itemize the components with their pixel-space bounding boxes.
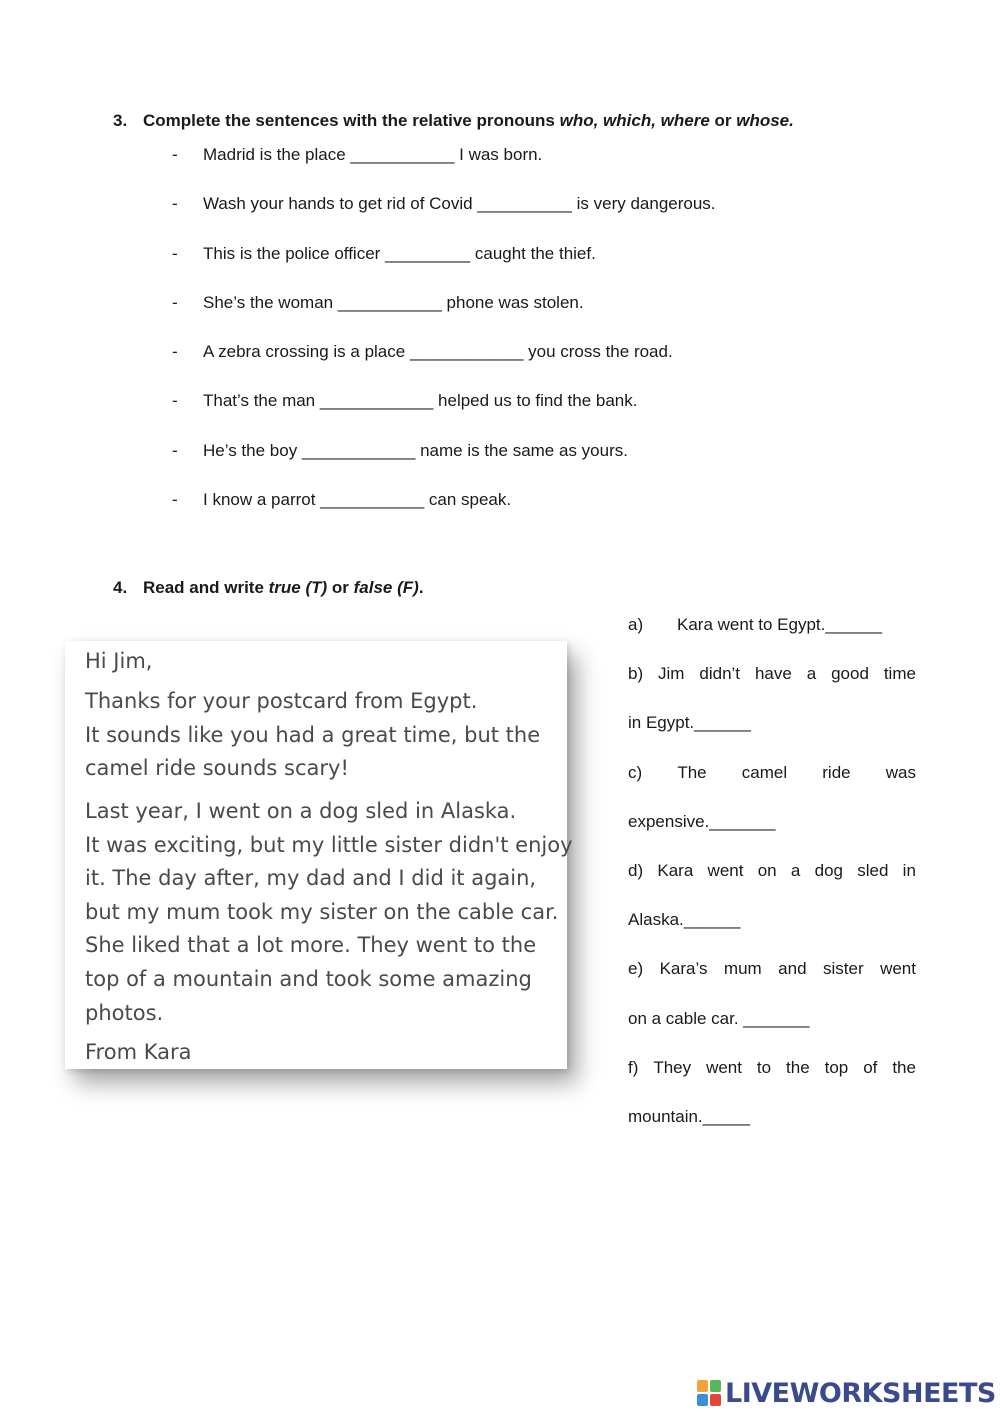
postcard-line: It sounds like you had a great time, but the — [85, 722, 541, 747]
sentence-text: A zebra crossing is a place ____________ you cross the road. — [203, 342, 673, 362]
postcard-line: top of a mountain and took some amazing — [85, 966, 532, 991]
exercise-4-number: 4. — [113, 578, 128, 597]
statement-word: the — [786, 1057, 810, 1077]
statement-line — [628, 760, 916, 809]
statement-word: time — [883, 664, 916, 684]
exercise-3-instruction: Complete the sentences with the relative pronouns — [143, 111, 560, 130]
exercise-4-true-label: true (T) — [268, 578, 328, 597]
postcard-line: camel ride sounds scary! — [85, 756, 349, 781]
statement-word: a — [806, 664, 817, 684]
exercise-4-heading — [113, 578, 424, 598]
exercise-4-instruction: Read and write — [143, 578, 269, 597]
exercise-3-sentence-list — [172, 145, 716, 539]
statement-word: was — [885, 762, 916, 782]
sentence-text: He’s the boy ____________ name is the same as yours. — [203, 440, 628, 460]
statement-word: on — [757, 860, 777, 880]
statement-line — [628, 1055, 916, 1104]
liveworksheets-logo — [697, 1378, 996, 1408]
logo-square-1 — [697, 1380, 708, 1392]
statement-letter: a) — [628, 615, 644, 634]
statement-word: Kara’s — [659, 959, 708, 979]
postcard-line: Last year, I went on a dog sled in Alaska. — [85, 799, 517, 823]
statement-word: a — [790, 860, 801, 880]
statement-word: sister — [822, 959, 864, 979]
exercise-4-end: . — [418, 578, 424, 597]
postcard-image — [65, 641, 573, 1069]
statement-word: camel — [741, 762, 788, 782]
statement-letter: c) — [628, 762, 643, 782]
liveworksheets-brand: LIVEWORKSHEETS — [725, 1377, 996, 1409]
exercise-3-heading — [113, 111, 794, 131]
sentence-item — [172, 441, 716, 490]
postcard-line: Thanks for your postcard from Egypt. — [85, 689, 478, 713]
sentence-text: I know a parrot ___________ can speak. — [203, 490, 512, 510]
postcard-line: but my mum took my sister on the cable car. — [85, 899, 559, 924]
statement-word: of — [863, 1057, 878, 1077]
statement-word: the — [892, 1057, 916, 1077]
statement-word: good — [831, 664, 869, 684]
statement-word: Kara — [657, 860, 694, 880]
statement-line — [628, 612, 916, 661]
sentence-text: This is the police officer _________ caught the thief. — [203, 243, 596, 263]
dash-bullet: - — [172, 194, 178, 214]
statement-word: Jim — [658, 664, 685, 684]
logo-square-4 — [710, 1394, 721, 1406]
liveworksheets-logo-icon — [697, 1380, 721, 1406]
dash-bullet: - — [172, 490, 178, 510]
sentence-item — [172, 391, 716, 440]
postcard-line: It was exciting, but my little sister didn't enjoy — [85, 832, 573, 857]
statement-continuation: expensive._______ — [628, 811, 776, 831]
exercise-3-number: 3. — [113, 111, 128, 130]
sentence-item — [172, 244, 716, 293]
true-false-statements — [628, 612, 916, 1153]
statement-word: sled — [857, 860, 889, 880]
statement-word: and — [778, 959, 807, 979]
exercise-3-last-pronoun: whose. — [736, 111, 794, 130]
exercise-3-joiner: or — [709, 111, 737, 130]
statement-word: ride — [822, 762, 851, 782]
postcard-greeting: Hi Jim, — [85, 649, 153, 673]
statement-continuation: mountain._____ — [628, 1106, 750, 1126]
statement-line — [628, 956, 916, 1005]
dash-bullet: - — [172, 440, 178, 460]
statement-word: The — [677, 762, 707, 782]
logo-square-2 — [710, 1380, 721, 1392]
statement-word: have — [754, 664, 792, 684]
exercise-4-joiner: or — [327, 578, 354, 597]
sentence-text: Madrid is the place ___________ I was born. — [203, 145, 543, 164]
statement-word: went — [880, 959, 916, 979]
postcard-line: photos. — [85, 1000, 164, 1025]
sentence-item — [172, 490, 716, 539]
dash-bullet: - — [172, 342, 178, 362]
statement-line — [628, 661, 916, 710]
sentence-item — [172, 293, 716, 342]
exercise-4-false-label: false (F) — [353, 578, 419, 597]
statement-word: went — [707, 860, 744, 880]
statement-continuation: in Egypt.______ — [628, 713, 751, 733]
statement-letter: d) — [628, 860, 644, 880]
statement-word: mum — [723, 959, 762, 979]
statement-letter: e) — [628, 959, 644, 979]
sentence-item — [172, 194, 716, 243]
sentence-text: She’s the woman ___________ phone was stolen. — [203, 292, 584, 312]
postcard-paragraph-2 — [85, 795, 573, 1030]
dash-bullet: - — [172, 243, 178, 263]
statement-word: didn’t — [699, 664, 741, 684]
statement-continuation: on a cable car. _______ — [628, 1008, 810, 1028]
postcard-signoff: From Kara — [85, 1040, 192, 1064]
logo-square-3 — [697, 1394, 708, 1406]
postcard-paragraph-1 — [85, 685, 540, 786]
statement-letter: f) — [628, 1057, 639, 1077]
dash-bullet: - — [172, 292, 178, 312]
sentence-text: Wash your hands to get rid of Covid __________ is very dangerous. — [203, 194, 716, 214]
dash-bullet: - — [172, 391, 178, 411]
sentence-item — [172, 342, 716, 391]
statement-word: top — [824, 1057, 849, 1077]
postcard-line: She liked that a lot more. They went to the — [85, 933, 537, 958]
statement-line — [628, 858, 916, 907]
sentence-text: That’s the man ____________ helped us to find the bank. — [203, 391, 638, 411]
statement-text: Kara went to Egypt.______ — [677, 615, 883, 634]
exercise-3-pronouns: who, which, where — [559, 111, 710, 130]
statement-word: They — [653, 1057, 692, 1077]
statement-continuation: Alaska.______ — [628, 910, 741, 930]
statement-letter: b) — [628, 664, 644, 684]
statement-word: dog — [814, 860, 843, 880]
postcard-line: it. The day after, my dad and I did it again, — [85, 866, 537, 891]
dash-bullet: - — [172, 145, 178, 164]
sentence-item — [172, 145, 716, 194]
statement-word: went — [706, 1057, 742, 1077]
statement-word: to — [756, 1057, 772, 1077]
statement-word: in — [902, 860, 916, 880]
